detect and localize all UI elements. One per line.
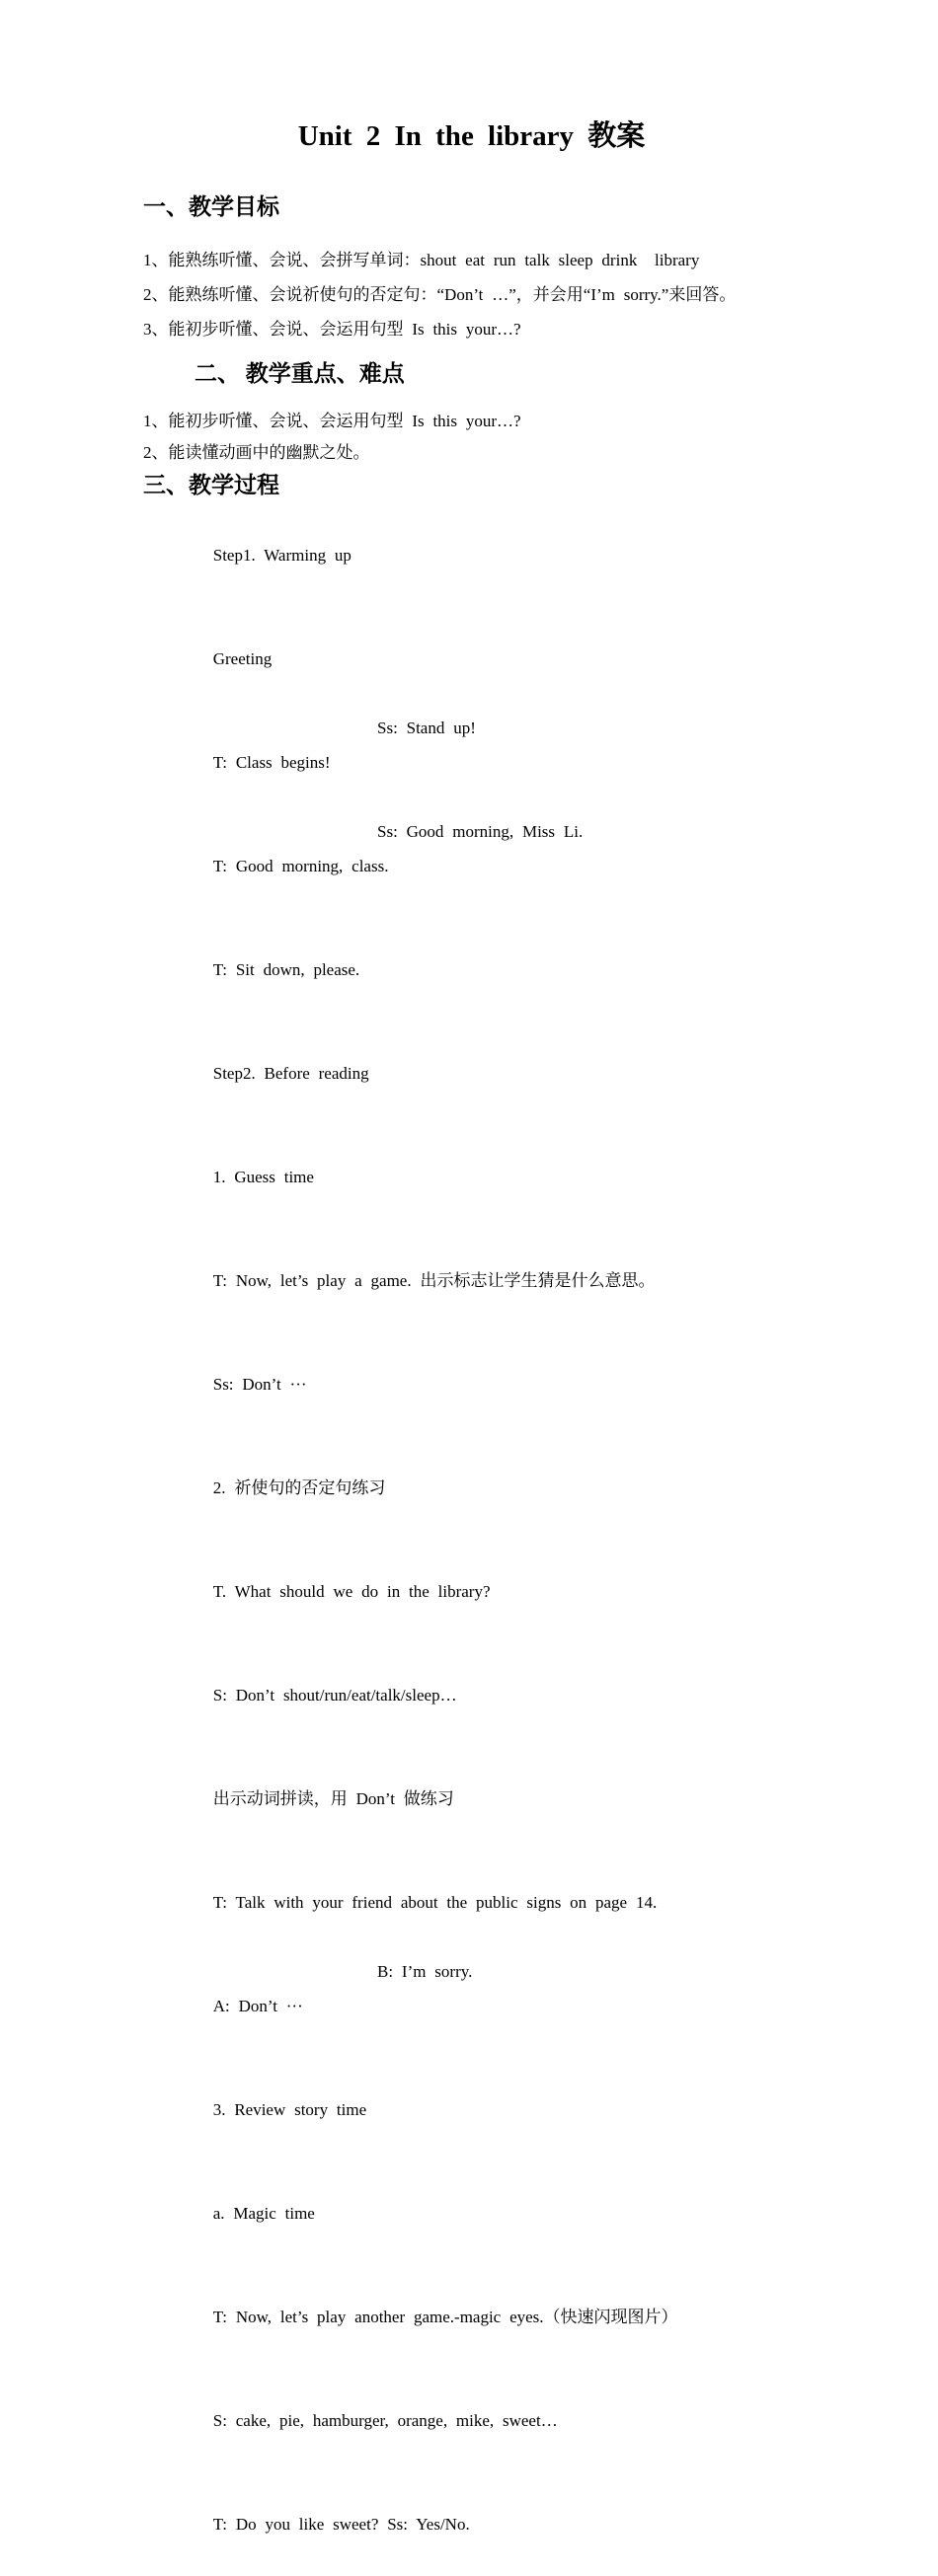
procedure-line: [143, 814, 800, 918]
procedure-line: [143, 2161, 800, 2265]
section-heading-key-points: 二、 教学重点、难点: [195, 361, 405, 386]
goals-list: [143, 243, 800, 346]
dialog-left: T: Class begins!: [212, 753, 331, 772]
procedure-line-text: S: Don’t shout/run/eat/talk/sleep…: [212, 1686, 457, 1705]
procedure-line-text: T. What should we do in the library?: [212, 1582, 491, 1601]
procedure-line: [143, 1229, 800, 1332]
procedure-line-text: Step2. Before reading: [212, 1064, 369, 1083]
procedure-line-text: S: cake, pie, hamburger, orange, mike, sweet…: [212, 2411, 558, 2430]
procedure-line: [143, 1954, 800, 2058]
goal-item: 3、能初步听懂、会说、会运用句型 Is this your…?: [143, 320, 521, 339]
procedure-line-text: T: Now, let’s play a game. 出示标志让学生猜是什么意思。: [212, 1271, 656, 1290]
procedure-line-text: T: Sit down, please.: [212, 960, 360, 979]
procedure-line: [143, 1540, 800, 1643]
dialog-left: A: Don’t ···: [212, 1997, 303, 2015]
procedure-line-text: Ss: Don’t ···: [212, 1375, 307, 1394]
procedure-line: [143, 2369, 800, 2472]
procedure-line: [143, 711, 800, 814]
section-heading-goals: 一、教学目标: [143, 194, 279, 219]
procedure-line-text: a. Magic time: [212, 2204, 315, 2223]
procedure-line: [143, 1851, 800, 1954]
procedure-line: [143, 607, 800, 711]
procedure-line: [143, 1022, 800, 1125]
procedure-line: [143, 918, 800, 1022]
goal-item: 1、能熟练听懂、会说、会拼写单词：shout eat run talk sleep drink library: [143, 251, 700, 269]
procedure-line: [143, 1436, 800, 1540]
dialog-left: T: Good morning, class.: [212, 857, 389, 875]
procedure-line: [143, 503, 800, 607]
procedure-line: [143, 1747, 800, 1851]
section-heading-procedure: 三、教学过程: [143, 473, 279, 497]
goal-item: 2、能熟练听懂、会说祈使句的否定句：“Don’t …”，并会用“I’m sorry.”来回答。: [143, 285, 737, 304]
procedure-line-text: 出示动词拼读，用 Don’t 做练习: [212, 1789, 454, 1808]
procedure-list: [143, 503, 800, 2576]
procedure-line-text: Greeting: [212, 649, 273, 668]
procedure-line-text: Step1. Warming up: [212, 546, 352, 565]
procedure-line-text: T: Talk with your friend about the public signs on page 14.: [212, 1893, 658, 1912]
dialog-right: B: I’m sorry.: [377, 1962, 473, 1981]
key-points-list: [143, 406, 800, 469]
dialog-right: Ss: Good morning, Miss Li.: [377, 822, 584, 841]
key-point-item: 1、能初步听懂、会说、会运用句型 Is this your…?: [143, 412, 521, 430]
procedure-line: [143, 2472, 800, 2576]
procedure-line-text: T: Now, let’s play another game.-magic eyes.（快速闪现图片）: [212, 2308, 678, 2326]
procedure-line: [143, 2058, 800, 2161]
procedure-line: [143, 1643, 800, 1747]
procedure-line-text: T: Do you like sweet? Ss: Yes/No.: [212, 2515, 470, 2534]
procedure-line: [143, 1332, 800, 1436]
document-title: Unit 2 In the library 教案: [297, 120, 646, 152]
procedure-line-text: 3. Review story time: [212, 2100, 367, 2119]
procedure-line-text: 1. Guess time: [212, 1168, 314, 1186]
procedure-line: [143, 1125, 800, 1229]
dialog-right: Ss: Stand up!: [377, 719, 476, 737]
key-point-item: 2、能读懂动画中的幽默之处。: [143, 443, 370, 462]
procedure-line: [143, 2265, 800, 2369]
procedure-line-text: 2. 祈使句的否定句练习: [212, 1478, 386, 1497]
